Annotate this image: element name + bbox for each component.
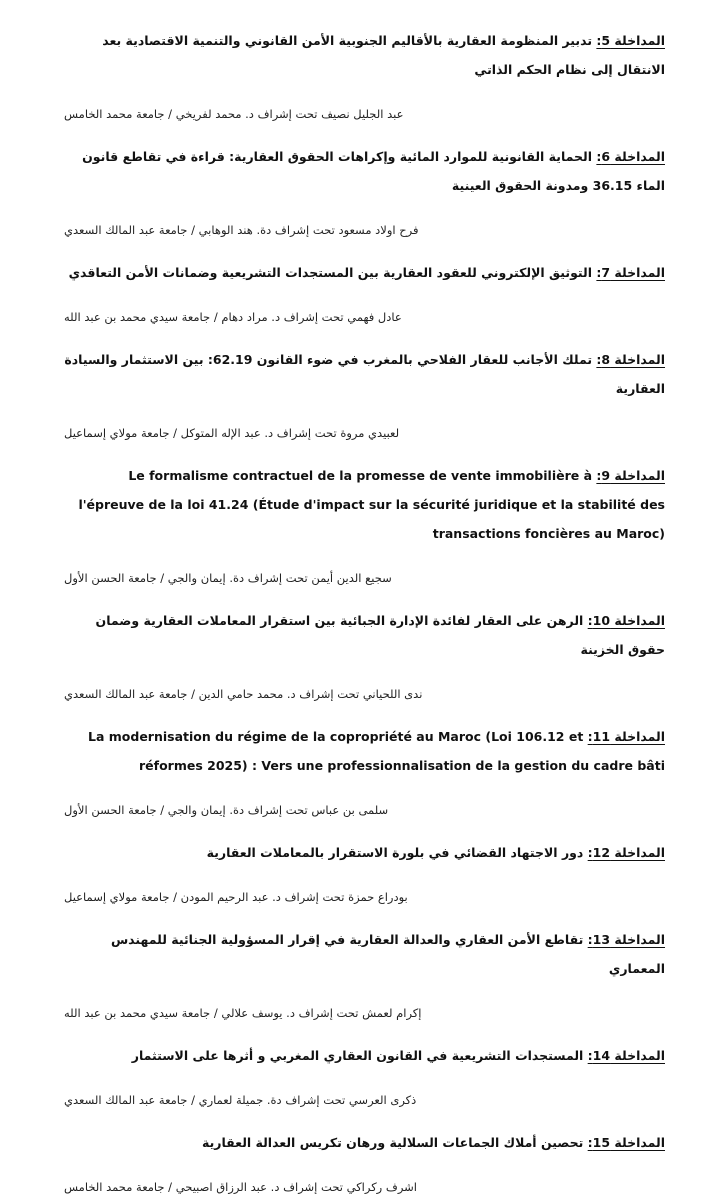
entry-title-text: التوثيق الإلكتروني للعقود العقارية بين المستجدات التشريعية وضمانات الأمن التعاقدي: [68, 265, 597, 280]
entry-author-text: لعبيدي مروة تحت إشراف د. عبد الإله المتوكل / جامعة مولاي إسماعيل: [64, 426, 400, 440]
entry-label: المداخلة 14:: [587, 1048, 665, 1063]
entry-6: [64, 142, 665, 240]
entry-author-text: سجيع الدين أيمن تحت إشراف دة. إيمان والجي / جامعة الحسن الأول: [64, 571, 392, 585]
entry-title-text: دور الاجتهاد القضائي في بلورة الاستقرار بالمعاملات العقارية: [206, 845, 588, 860]
entry-author: [64, 684, 665, 704]
entry-8: [64, 345, 665, 443]
entry-title: [64, 461, 665, 548]
entry-title-text: Le formalisme contractuel de la promesse de vente immobilière à l'épreuve de la loi 41.24 (Étude d'impact sur la sécurité juridique et la stabilité des transactions foncières au Maroc): [78, 468, 665, 541]
entry-title: [64, 142, 665, 200]
entry-author-text: ذكرى العرسي تحت إشراف دة. جميلة لعماري / جامعة عبد المالك السعدي: [64, 1093, 417, 1107]
entry-label: المداخلة 6:: [596, 149, 665, 164]
entry-title-text: المستجدات التشريعية في القانون العقاري المغربي و أثرها على الاستثمار: [131, 1048, 588, 1063]
entry-12: [64, 838, 665, 907]
entry-author: [64, 568, 665, 588]
entry-title-text: تقاطع الأمن العقاري والعدالة العقارية في إقرار المسؤولية الجنائية للمهندس المعماري: [110, 932, 665, 976]
entry-author: [64, 1090, 665, 1110]
entry-label: المداخلة 7:: [596, 265, 665, 280]
entry-title-text: تدبير المنظومة العقارية بالأقاليم الجنوبية الأمن القانوني والتنمية الاقتصادية بعد الانتقال إلى نظام الحكم الذاتي: [102, 33, 665, 77]
entry-author: [64, 307, 665, 327]
entry-title: [64, 1128, 665, 1157]
entry-label: المداخلة 11:: [587, 729, 665, 744]
entry-author-text: عبد الجليل نصيف تحت إشراف د. محمد لفريخي / جامعة محمد الخامس: [64, 107, 404, 121]
entry-author: [64, 104, 665, 124]
entry-title: [64, 1041, 665, 1070]
entry-title: [64, 26, 665, 84]
entry-title: [64, 838, 665, 867]
entry-author-text: سلمى بن عباس تحت إشراف دة. إيمان والجي / جامعة الحسن الأول: [64, 803, 389, 817]
entry-7: [64, 258, 665, 327]
entry-5: [64, 26, 665, 124]
entry-author: [64, 220, 665, 240]
entry-title: [64, 606, 665, 664]
entry-author-text: ندى اللحياني تحت إشراف د. محمد حامي الدين / جامعة عبد المالك السعدي: [64, 687, 423, 701]
entry-author-text: بودراع حمزة تحت إشراف د. عبد الرحيم المودن / جامعة مولاي إسماعيل: [64, 890, 408, 904]
entry-title-text: La modernisation du régime de la copropriété au Maroc (Loi 106.12 et réformes 2025) : Vers une professionnalisation de la gestion du cadre bâti: [88, 729, 665, 773]
entry-author: [64, 423, 665, 443]
entry-label: المداخلة 5:: [596, 33, 665, 48]
entry-9: [64, 461, 665, 588]
entry-author: [64, 887, 665, 907]
entry-author-text: فرح اولاد مسعود تحت إشراف دة. هند الوهابي / جامعة عبد المالك السعدي: [64, 223, 419, 237]
entry-label: المداخلة 10:: [587, 613, 665, 628]
entry-author: [64, 1177, 665, 1197]
entry-author-text: اشرف ركراكي تحت إشراف د. عبد الرزاق اصبيحي / جامعة محمد الخامس: [64, 1180, 417, 1194]
entry-11: [64, 722, 665, 820]
entry-label: المداخلة 8:: [596, 352, 665, 367]
entry-title-text: الحماية القانونية للموارد المائية وإكراهات الحقوق العقارية: قراءة في تقاطع قانون الماء 36.15 ومدونة الحقوق العينية: [82, 149, 665, 193]
entry-author: [64, 800, 665, 820]
entry-13: [64, 925, 665, 1023]
entry-title-text: تملك الأجانب للعقار الفلاحي بالمغرب في ضوء القانون 62.19: بين الاستثمار والسيادة العقارية: [64, 352, 665, 396]
entry-title: [64, 925, 665, 983]
entry-author-text: إكرام لعمش تحت إشراف د. يوسف علالي / جامعة سيدي محمد بن عبد الله: [64, 1006, 422, 1020]
entry-label: المداخلة 13:: [587, 932, 665, 947]
entry-label: المداخلة 15:: [587, 1135, 665, 1150]
entry-title: [64, 722, 665, 780]
entry-author: [64, 1003, 665, 1023]
entry-14: [64, 1041, 665, 1110]
entry-title: [64, 345, 665, 403]
entry-author-text: عادل فهمي تحت إشراف د. مراد دهام / جامعة سيدي محمد بن عبد الله: [64, 310, 402, 324]
entry-title: [64, 258, 665, 287]
entry-label: المداخلة 12:: [587, 845, 665, 860]
entry-label: المداخلة 9:: [596, 468, 665, 483]
entry-15: [64, 1128, 665, 1197]
entry-10: [64, 606, 665, 704]
entry-title-text: الرهن على العقار لفائدة الإدارة الجبائية بين استقرار المعاملات العقارية وضمان حقوق الخزينة: [95, 613, 665, 657]
entry-title-text: تحصين أملاك الجماعات السلالية ورهان تكريس العدالة العقارية: [201, 1135, 588, 1150]
